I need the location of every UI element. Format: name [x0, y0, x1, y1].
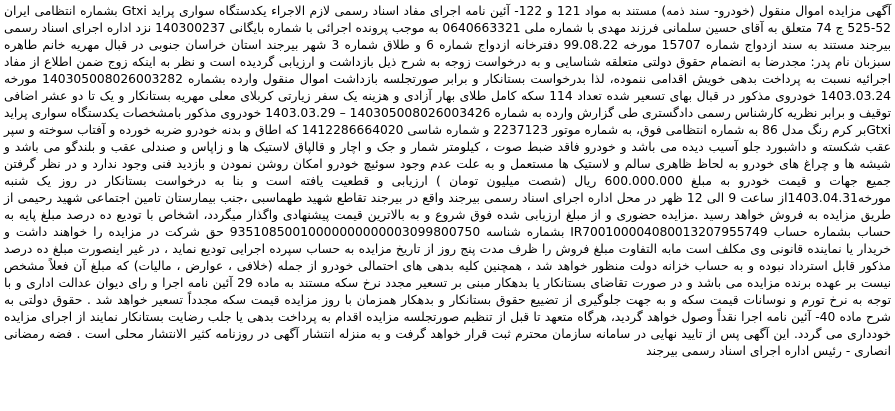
auction-notice-text: آگهی مزایده اموال منقول (خودرو- سند ذمه) مستند به مواد 121 و 122- آئین نامه اجرای مفاد اسناد رسمی لازم الاجراء یکدستگاه سواری پراید Gtxi بشماره انتظامی ایران 52-525 ج 74 متعلق به آقای حسین سلمانی فرزند مهدی با شماره ملی 0640663321 به موجب پرونده اجرائی با شماره بایگانی 140300237 نزد اداره اجرای اسناد رسمی بیرجند مستند به سند ازدواج شماره 15707 مورخه 99.08.22 دفترخانه ازدواج شماره 6 و طلاق شماره 3 شهر بیرجند استان خراسان جنوبی در قبال مهریه خانم طاهره سبزبان نام پدر: مجدرضا به انضمام حقوق دولتی متعلقه شناسایی و به درخواست زوجه به شرح ذیل بازداشت و ارزیابی گردیده است و نظر به اینکه زوج ضمن اطلاع از مفاد اجرائیه نسبت به پرداخت بدهی خویش اقدامی ننموده، لذا بدرخواست بستانکار و برابر صورتجلسه بازداشت اموال منقول وارده بشماره 140305008026003282 مورخه 1403.03.24 خودروی مذکور در قبال بهای تسعیر شده تعداد 114 سکه کامل طلای بهار آزادی و هزینه یک سفر زیارتی کربلای معلی مهریه بستانکار و یک تا دو عشر اضافی توقیف و برابر نظریه کارشناس رسمی دادگستری طی گزارش وارده به شماره 140305008026003426 – 1403.03.29 خودروی مذکور بامشخصات یکدستگاه سواری پراید Gtxiبر کرم رنگ مدل 86 به شماره انتظامی فوق، به شماره موتور 2237123 و شماره شاسی 1412286664020 که اطاق و بدنه خودرو ضربه خورده و آفتاب سوخته و سپر عقب شکسته و داشبورد جلو آسیب دیده می باشد و خودرو فاقد ضبط صوت ، کیلومتر شمار و جک و اچار و قالپاق لاستیک ها و زاپاس و صندلی عقب و بلندگو می باشد و شیشه ها و چراغ های خودرو به لحاظ ظاهری سالم و لاستیک ها مستعمل و به علت عدم وجود سوئیچ خودرو امکان روشن نمودن و بازدید فنی وجود ندارد و در نظر گرفتن جمیع جهات و قیمت خودرو به مبلغ 600.000.000 ریال (شصت میلیون تومان ) ارزیابی و قطعیت یافته است و بنا به درخواست بستانکار در روز یک شنبه مورخه1403.04.31از ساعت 9 الی 12 ظهر در محل اداره اجرای اسناد رسمی بیرجند واقع در بیرجند تقاطع شهید طهماسبی ،جنب بیمارستان تامین اجتماعی شهید رحیمی از طریق مزایده به فروش خواهد رسید .مزایده حضوری و از مبلغ ارزیابی شده فوق شروع و به بالاترین قیمت پیشنهادی واگذار میگردد، اشخاص با تودیع ده درصد مبلغ پایه به حساب بشماره حساب IR700100004080013207955749 بشماره شناسه 93510850010000000000003099800750 حق شرکت در مزایده را خواهند داشت و خریدار یا نماینده قانونی وی مکلف است مابه التفاوت مبلغ فروش را ظرف مدت پنج روز از تاریخ مزایده به حساب سپرده اجرایی تودیع نماید ، در غیر اینصورت مبلغ ده درصد مذکور قابل استرداد نبوده و به حساب خزانه دولت منظور خواهد شد ، همچنین کلیه بدهی های احتمالی خودرو از جمله (خلافی ، عوارض ، مالیات) که مبلغ آن فعلاً مشخص نیست بر عهده برنده مزایده می باشد و در صورت تقاضای بستانکار یا بدهکار مبنی بر تسعیر مجدد نرخ سکه مستند به ماده 29 آئین نامه اجرا و رای دیوان عدالت اداری و با توجه به نرخ تورم و نوسانات قیمت سکه و به جهت جلوگیری از تضییع حقوق بستانکار و بدهکار همزمان با روز مزایده قیمت سکه مجدداً تسعیر خواهد شد . حقوق دولتی به شرح ماده 40- آئین نامه اجرا نقداً وصول خواهد گردید، هرگاه متعهد تا قبل از تنظیم صورتجلسه مزایده اقدام به پرداخت بدهی یا جلب رضایت بستانکار نمایند از اجرای مزایده خودداری می گردد. این آگهی پس از تایید نهایی در سامانه سازمان محترم ثبت قرار خواهد گرفت و به منزله انتشار آگهی در روزنامه کثیر الانتشار محلی است . فضه رمضانی انصاری - رئیس اداره اجرای اسناد رسمی بیرجند: [4, 4, 892, 358]
